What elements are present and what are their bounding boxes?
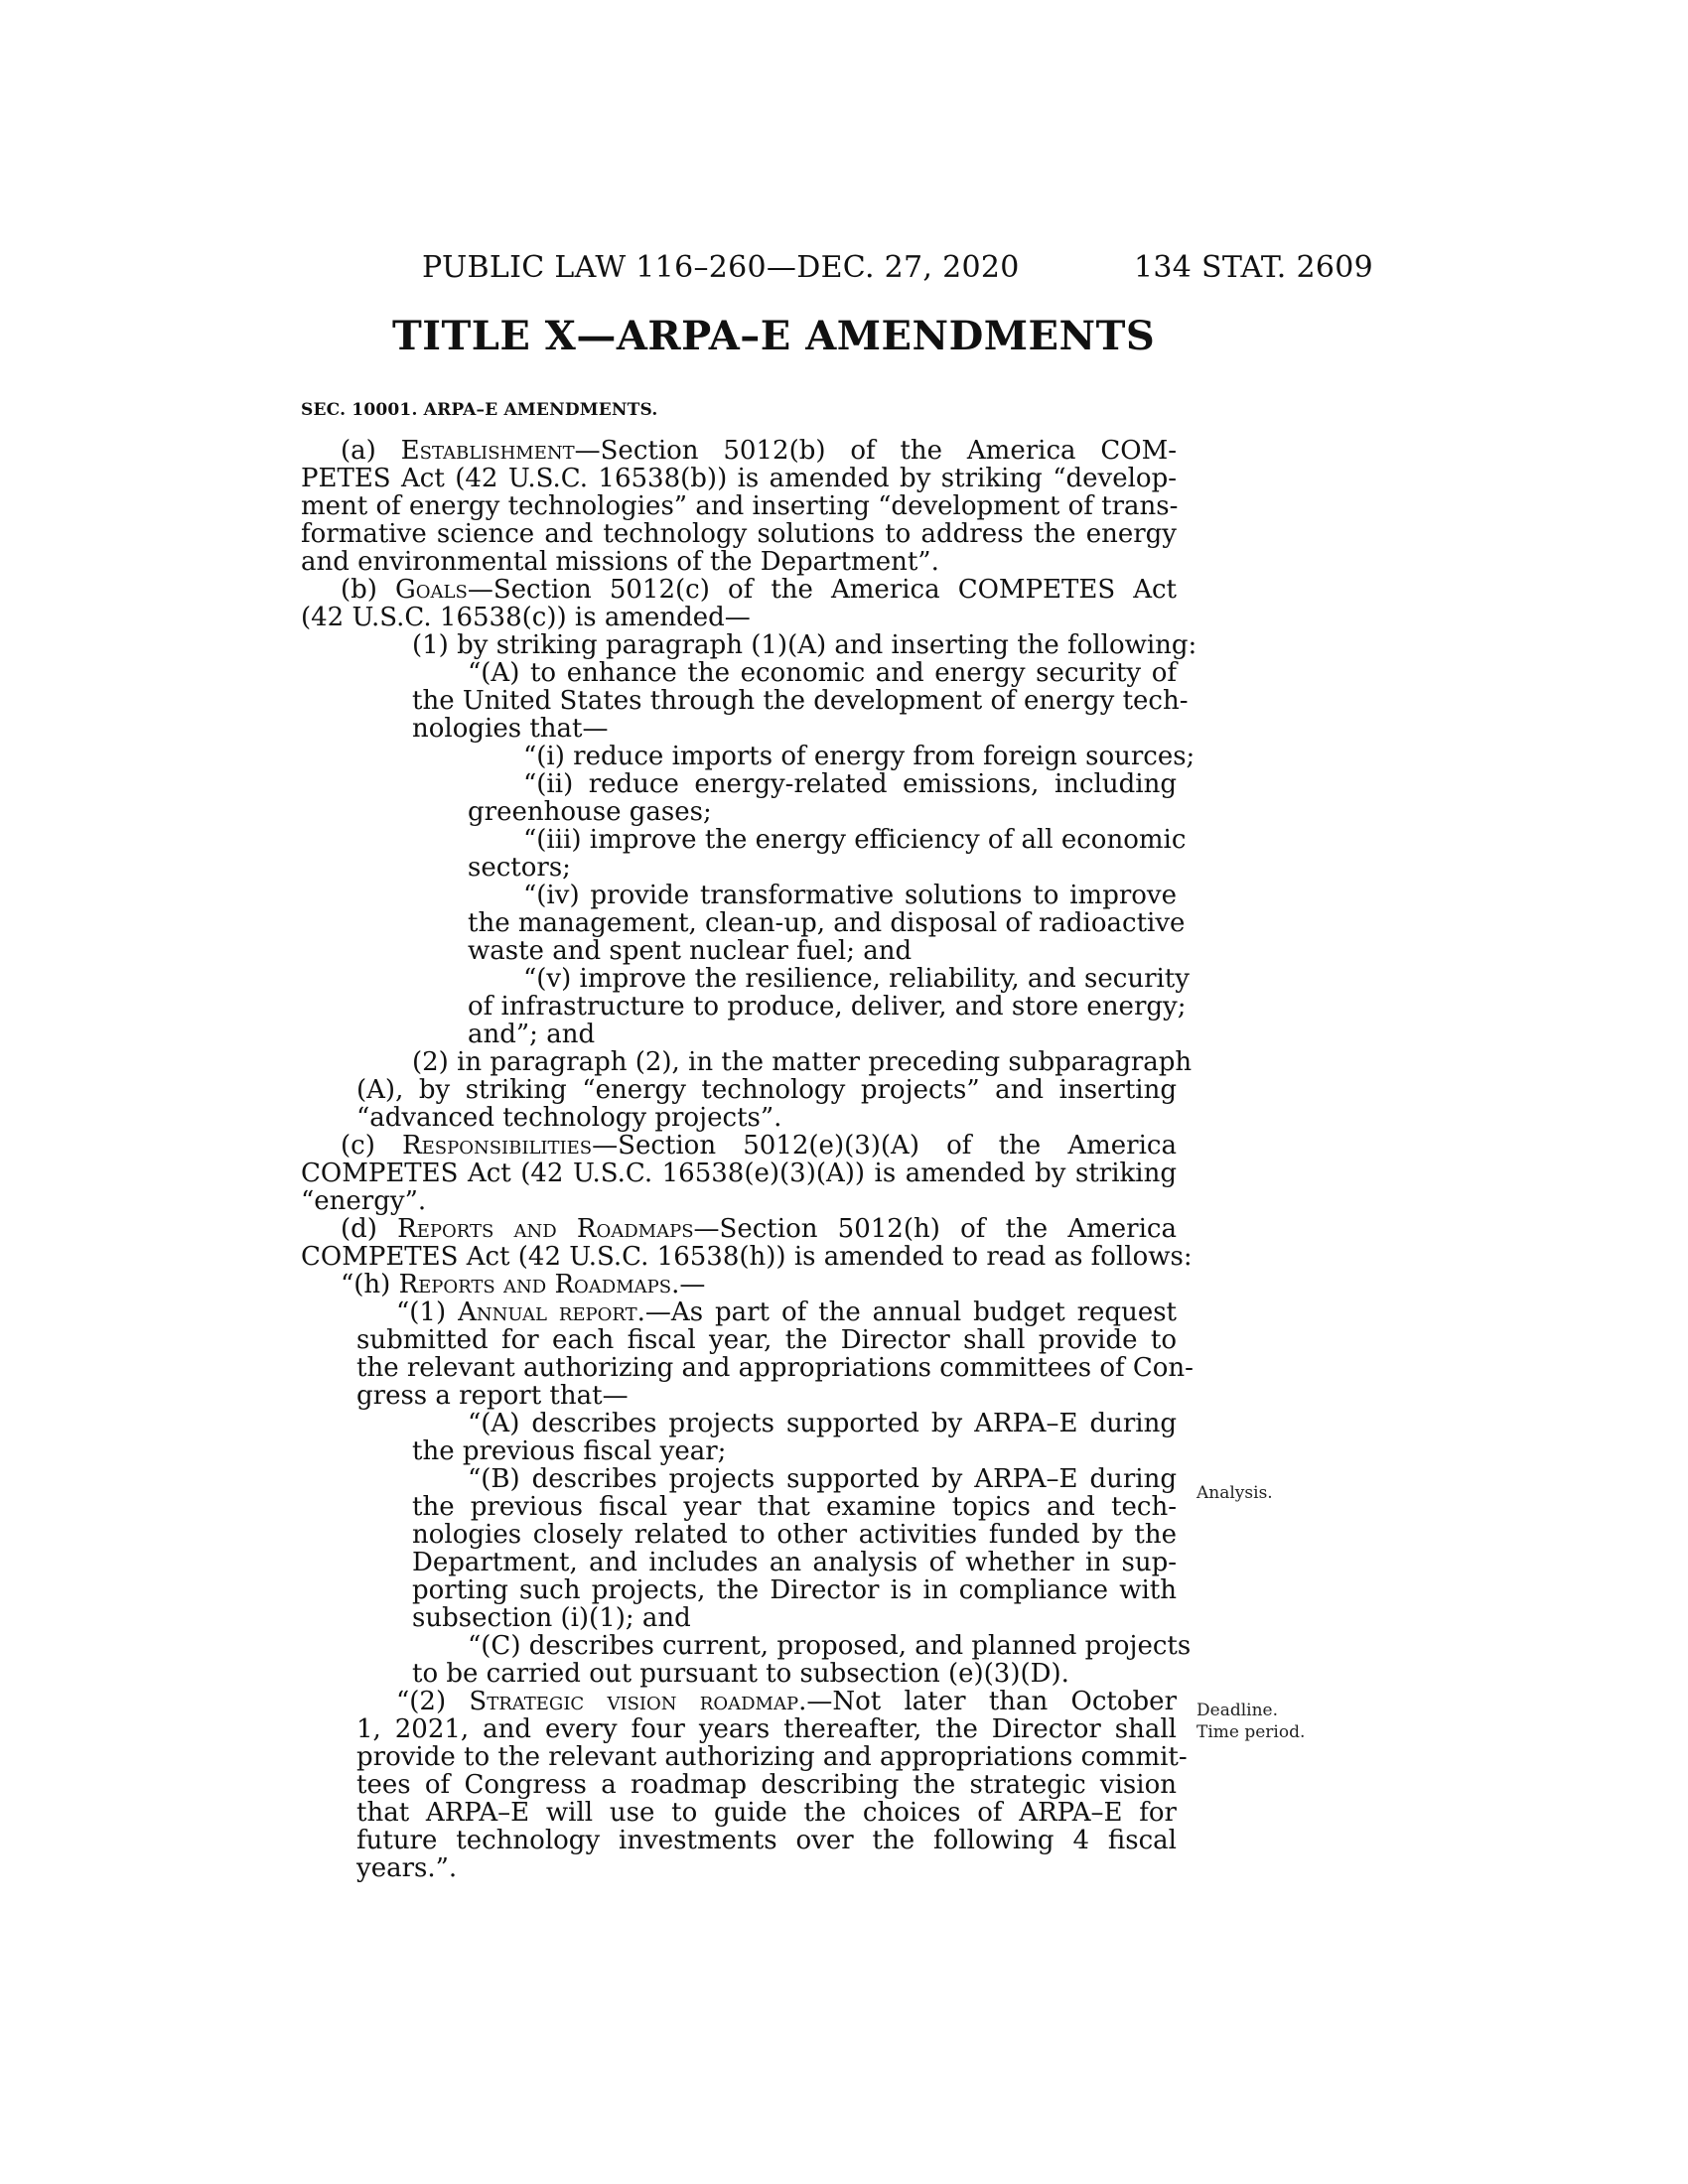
text-line: Department, and includes an analysis of whether in sup- [412,1548,1177,1577]
text-line: years.”. [356,1853,458,1883]
text-line: porting such projects, the Director is in compliance with [412,1575,1177,1605]
margin-note-deadline: Deadline. [1196,1701,1278,1720]
text-line: the previous fiscal year; [412,1436,727,1466]
text-line: gress a report that— [356,1381,629,1411]
paragraph-heading-annual-report: Annual report [458,1297,637,1327]
public-law-citation: PUBLIC LAW 116–260—DEC. 27, 2020 [422,250,1020,285]
text-line: COMPETES Act (42 U.S.C. 16538(e)(3)(A)) is amended by striking [301,1159,1177,1188]
text-line: “(C) describes current, proposed, and planned projects [468,1631,1192,1661]
text-line: (d) Reports and Roadmaps—Section 5012(h) of the America [341,1214,1177,1244]
section-heading: SEC. 10001. ARPA–E AMENDMENTS. [301,400,658,420]
statute-page-number: 134 STAT. 2609 [1134,250,1373,285]
section-body [301,436,1197,1883]
running-header [422,250,1373,290]
text-line: (a) Establishment—Section 5012(b) of the America COM- [341,436,1177,466]
text-line: sectors; [468,853,571,883]
text-line: “(v) improve the resilience, reliability, and security [523,964,1190,994]
text-line: “(A) describes projects supported by ARPA–E during [468,1409,1177,1438]
subsection-heading-a: Establishment [400,436,575,466]
text-line: (2) in paragraph (2), in the matter preceding subparagraph [412,1047,1193,1077]
text-line: PETES Act (42 U.S.C. 16538(b)) is amended by striking “develop- [301,464,1177,493]
text-line: formative science and technology solutions to address the energy [301,519,1177,549]
text-line: subsection (i)(1); and [412,1603,691,1633]
title-heading: TITLE X—ARPA–E AMENDMENTS [392,313,1156,359]
margin-note-time-period: Time period. [1196,1722,1306,1742]
text-line: 1, 2021, and every four years thereafter, the Director shall [356,1714,1177,1744]
text-line: (b) Goals—Section 5012(c) of the America COMPETES Act [341,575,1178,605]
text-line: ment of energy technologies” and inserting “development of trans- [301,491,1179,521]
text-line: of infrastructure to produce, deliver, and store energy; [468,992,1187,1022]
text-line: submitted for each fiscal year, the Director shall provide to [356,1325,1177,1355]
text-line: “(ii) reduce energy-related emissions, including [523,769,1177,799]
text-line: and environmental missions of the Department”. [301,547,939,577]
text-line: future technology investments over the following 4 fiscal [356,1826,1177,1855]
text-line: to be carried out pursuant to subsection (e)(3)(D). [412,1659,1069,1689]
text-line: the relevant authorizing and appropriations committees of Con- [356,1353,1194,1383]
text-line: tees of Congress a roadmap describing the strategic vision [356,1770,1177,1800]
text-line: that ARPA–E will use to guide the choices of ARPA–E for [356,1798,1177,1828]
text-line: “(iii) improve the energy efficiency of all economic [523,825,1187,855]
text-line: “(h) Reports and Roadmaps.— [341,1270,706,1299]
text-line: “(iv) provide transformative solutions to improve [523,881,1177,910]
subsection-heading-b: Goals [395,575,468,605]
text-line: the management, clean-up, and disposal of radioactive [468,908,1186,938]
text-line: the United States through the development of energy tech- [412,686,1189,716]
text-line: (A), by striking “energy technology projects” and inserting [356,1075,1177,1105]
text-line: COMPETES Act (42 U.S.C. 16538(h)) is amended to read as follows: [301,1242,1193,1272]
text-line: waste and spent nuclear fuel; and [468,936,913,966]
text-line: “(B) describes projects supported by ARPA–E during [468,1464,1177,1494]
text-line: provide to the relevant authorizing and appropriations commit- [356,1742,1188,1772]
text-line: nologies that— [412,714,609,744]
text-line: “(2) Strategic vision roadmap.—Not later than October [396,1687,1177,1716]
margin-note-analysis: Analysis. [1196,1483,1273,1503]
subsection-heading-d: Reports and Roadmaps [397,1214,694,1244]
text-line: the previous fiscal year that examine topics and tech- [412,1492,1177,1522]
subsection-heading-c: Responsibilities [402,1131,593,1160]
text-line: “energy”. [301,1186,427,1216]
text-line: nologies closely related to other activities funded by the [412,1520,1177,1550]
text-line: (c) Responsibilities—Section 5012(e)(3)(A) of the America [341,1131,1177,1160]
text-line: greenhouse gases; [468,797,712,827]
paragraph-heading-strategic-vision: Strategic vision roadmap [469,1687,799,1716]
text-line: (42 U.S.C. 16538(c)) is amended— [301,603,751,632]
text-line: (1) by striking paragraph (1)(A) and inserting the following: [412,630,1197,660]
text-line: “(i) reduce imports of energy from foreign sources; [523,742,1196,771]
subsection-heading-h: Reports and Roadmaps [398,1270,672,1299]
text-line: and”; and [468,1020,596,1049]
text-line: “advanced technology projects”. [356,1103,782,1133]
text-line: “(1) Annual report.—As part of the annual budget request [396,1297,1177,1327]
text-line: “(A) to enhance the economic and energy security of [468,658,1177,688]
